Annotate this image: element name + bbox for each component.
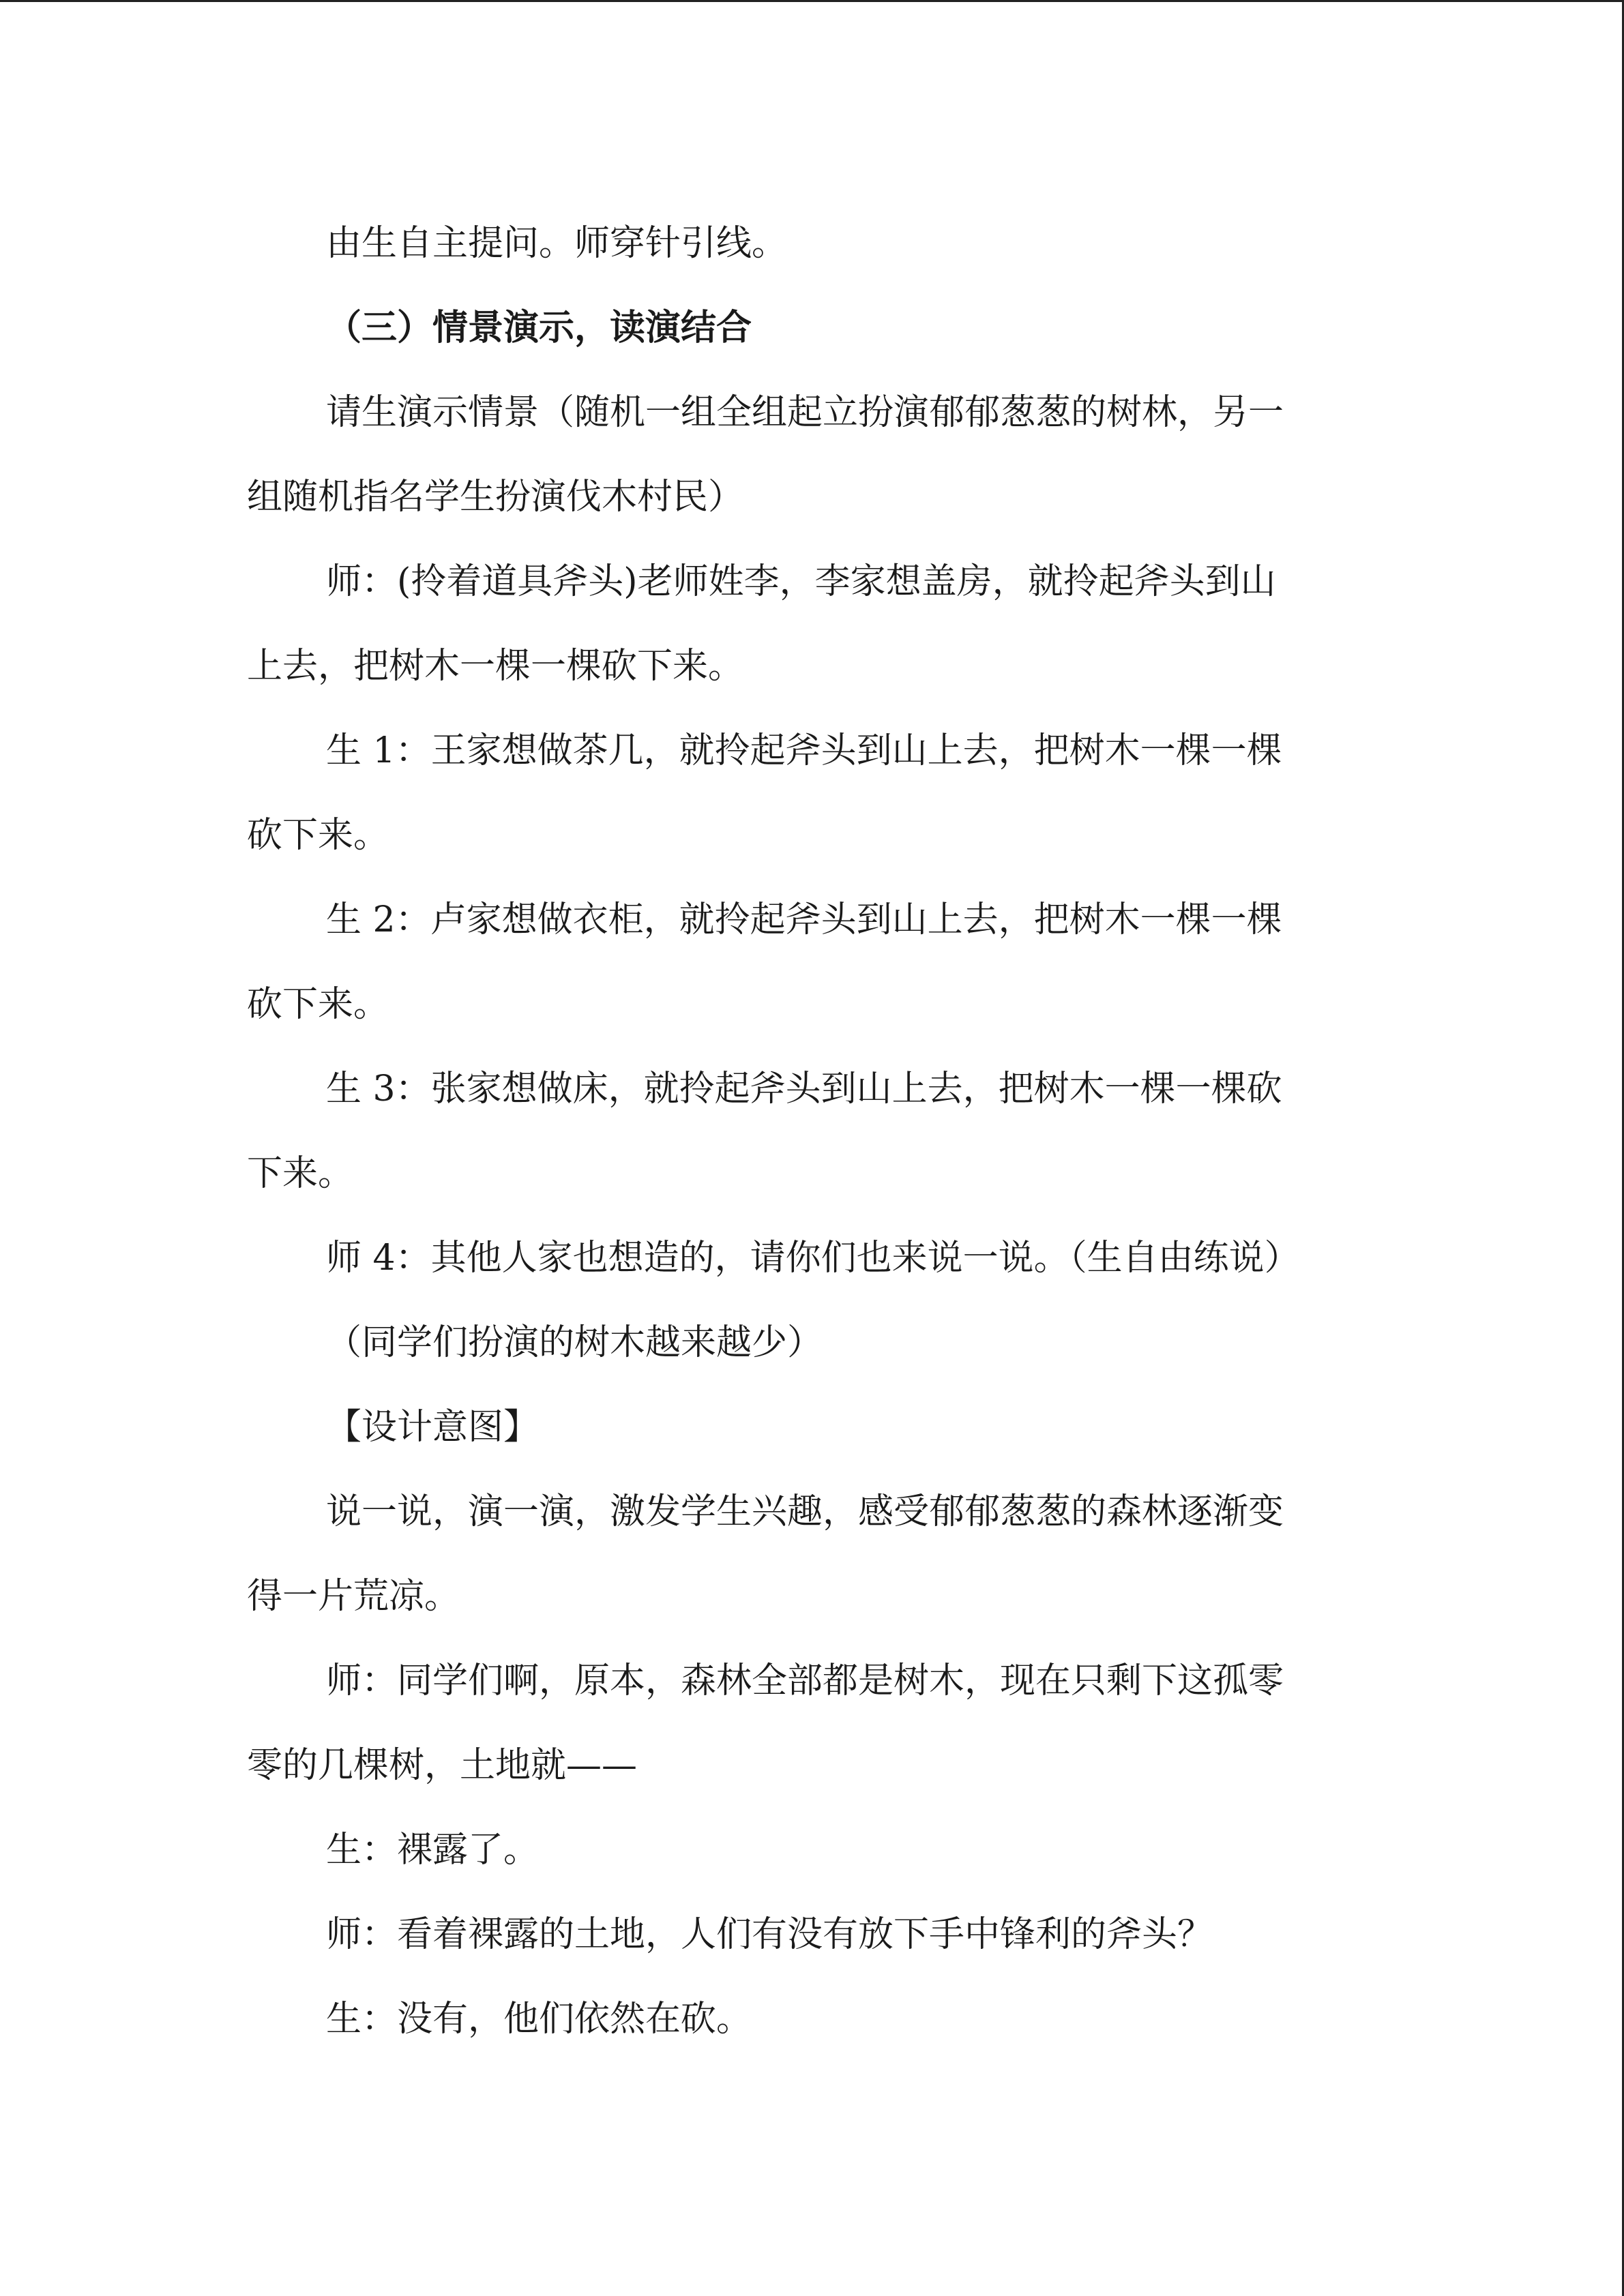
paragraph-line: 师：同学们啊，原本，森林全部都是树木，现在只剩下这孤零	[326, 1660, 1284, 1701]
paragraph-line-continued: 零的几棵树，土地就——	[247, 1745, 638, 1786]
paragraph-line: 生：裸露了。	[326, 1830, 540, 1870]
paragraph-line: 师：(拎着道具斧头)老师姓李，李家想盖房，就拎起斧头到山	[326, 561, 1276, 602]
paragraph-line: （同学们扮演的树木越来越少）	[326, 1322, 823, 1363]
paragraph-line: 生 1：王家想做茶几，就拎起斧头到山上去，把树木一棵一棵	[326, 730, 1282, 771]
paragraph-line: 师：看着裸露的土地，人们有没有放下手中锋利的斧头？	[326, 1914, 1213, 1955]
paragraph-line-continued: 砍下来。	[247, 815, 389, 856]
paragraph-line: 生 3：张家想做床，就拎起斧头到山上去，把树木一棵一棵砍	[326, 1069, 1282, 1109]
paragraph-line: 生 2：卢家想做衣柜，就拎起斧头到山上去，把树木一棵一棵	[326, 899, 1282, 940]
paragraph-line-continued: 砍下来。	[247, 984, 389, 1025]
paragraph-line: 请生演示情景（随机一组全组起立扮演郁郁葱葱的树林，另一	[326, 392, 1284, 433]
paragraph-line: 说一说，演一演，激发学生兴趣，感受郁郁葱葱的森林逐渐变	[326, 1491, 1284, 1532]
paragraph-line: 由生自主提问。师穿针引线。	[326, 223, 788, 264]
paragraph-line-continued: 组随机指名学生扮演伐木村民）	[247, 477, 744, 518]
paragraph-line-continued: 上去，把树木一棵一棵砍下来。	[247, 646, 744, 687]
paragraph-line: 生：没有，他们依然在砍。	[326, 1999, 752, 2040]
document-body	[247, 201, 1365, 2061]
section-heading: （三）情景演示，读演结合	[326, 307, 752, 348]
paragraph-line-continued: 下来。	[247, 1153, 354, 1194]
paragraph-line: 师 4：其他人家也想造的，请你们也来说一说。（生自由练说）	[326, 1238, 1300, 1279]
paragraph-line-continued: 得一片荒凉。	[247, 1576, 460, 1617]
design-intent-label: 【设计意图】	[326, 1407, 540, 1448]
